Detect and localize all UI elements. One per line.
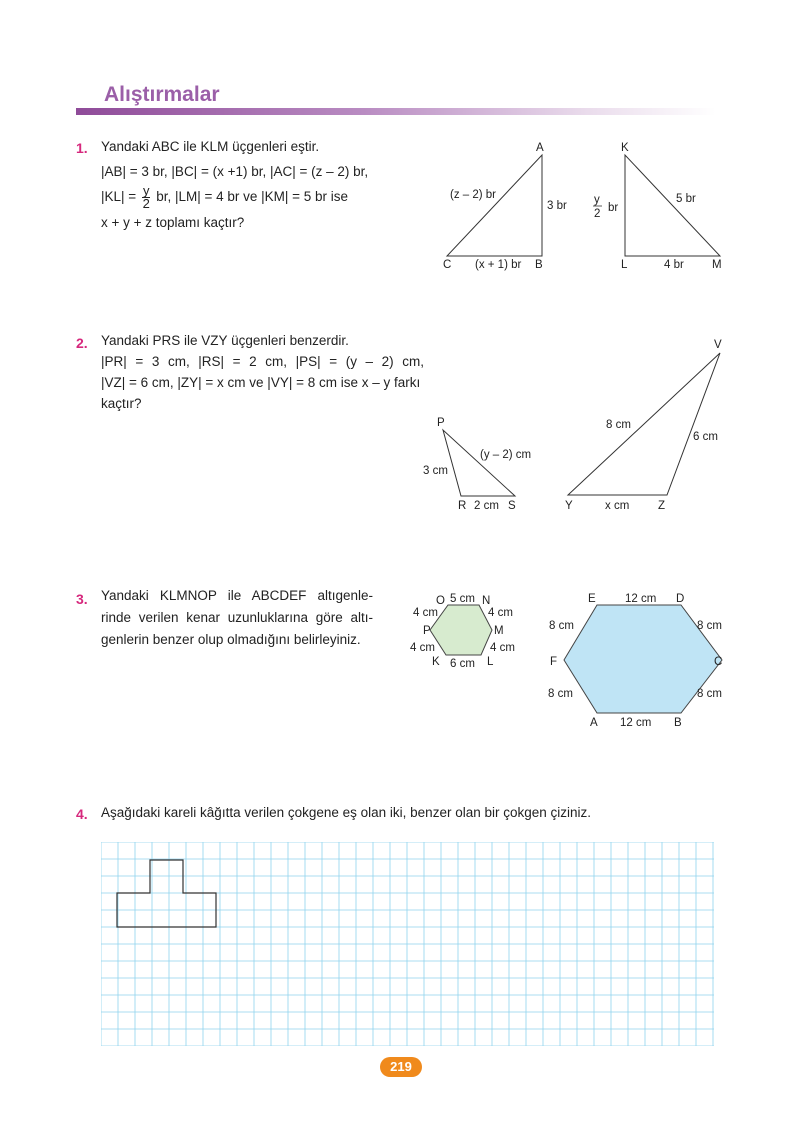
label-ac: (z – 2) br (450, 189, 497, 201)
label-cb: (x + 1) br (475, 259, 522, 271)
label-l: L (621, 259, 628, 271)
q1-line-1: Yandaki ABC ile KLM üçgenleri eştir. (101, 139, 320, 154)
label-a: A (536, 142, 544, 154)
label-cb-hex: 8 cm (697, 688, 722, 700)
label-lk: 6 cm (450, 658, 475, 670)
q1-fraction-numerator: y (142, 182, 150, 198)
label-k: K (621, 142, 629, 154)
label-km: 5 br (676, 193, 696, 205)
label-vz: 6 cm (693, 431, 718, 443)
triangle-abc (443, 142, 567, 271)
label-r: R (458, 500, 467, 512)
label-yz: x cm (605, 500, 630, 512)
label-ab: 3 br (547, 200, 567, 212)
hexagon-abcdef (548, 593, 722, 729)
triangle-vzy (565, 339, 722, 512)
label-fe: 8 cm (549, 620, 574, 632)
q3-line-3: genlerin benzer olup olmadığını belirleyiniz. (101, 632, 361, 647)
label-vy: 8 cm (606, 419, 631, 431)
given-polygon (117, 860, 216, 927)
question-2-number: 2. (76, 335, 88, 351)
label-p-hex: P (423, 625, 431, 637)
hexagon-klmnop-shape (430, 605, 492, 655)
label-pr: 3 cm (423, 465, 448, 477)
triangle-klm-shape (625, 155, 720, 256)
label-kl-denominator: 2 (594, 208, 601, 220)
label-m: M (712, 259, 722, 271)
label-ed: 12 cm (625, 593, 657, 605)
label-p: P (437, 417, 445, 429)
q2-line-2: |PR| = 3 cm, |RS| = 2 cm, |PS| = (y – 2) cm, (101, 354, 424, 369)
label-dc: 8 cm (697, 620, 722, 632)
label-n: N (482, 595, 491, 607)
label-o: O (436, 595, 445, 607)
label-nm: 4 cm (488, 607, 513, 619)
label-kp: 4 cm (410, 642, 435, 654)
triangle-abc-shape (447, 155, 542, 256)
hexagon-klmnop (410, 593, 515, 670)
q2-line-4: kaçtır? (101, 396, 142, 411)
label-c-hex: C (714, 656, 723, 668)
triangle-prs (423, 417, 531, 512)
label-d: D (676, 593, 685, 605)
section-title: Alıştırmalar (104, 83, 220, 106)
label-s: S (508, 500, 516, 512)
label-c: C (443, 259, 452, 271)
q1-line-2: |AB| = 3 br, |BC| = (x +1) br, |AC| = (z – 2) br, (101, 164, 369, 179)
question-1-number: 1. (76, 140, 88, 156)
label-b: B (535, 259, 543, 271)
label-ps: (y – 2) cm (480, 449, 532, 461)
q1-kl-label: |KL| = (101, 189, 137, 204)
label-k-hex: K (432, 656, 440, 668)
question-3-number: 3. (76, 591, 88, 607)
label-a-hex: A (590, 717, 598, 729)
label-v: V (714, 339, 722, 351)
label-m-hex: M (494, 625, 504, 637)
triangle-klm (593, 142, 722, 271)
label-kl-unit: br (608, 202, 619, 214)
label-on: 5 cm (450, 593, 475, 605)
triangle-vzy-shape (568, 353, 720, 495)
q2-line-1: Yandaki PRS ile VZY üçgenleri benzerdir. (101, 333, 349, 348)
label-l-hex: L (487, 656, 494, 668)
q1-fraction-denominator: 2 (142, 195, 150, 211)
question-4-text: Aşağıdaki kareli kâğıtta verilen çokgene eş olan iki, benzer olan bir çokgen çiziniz. (101, 805, 592, 820)
label-ml: 4 cm (490, 642, 515, 654)
grid-paper (101, 842, 714, 1046)
grid-lines (101, 842, 714, 1046)
label-ba: 12 cm (620, 717, 652, 729)
label-af: 8 cm (548, 688, 573, 700)
label-f-hex: F (550, 656, 558, 668)
label-b-hex: B (674, 717, 682, 729)
label-kl-numerator: y (594, 194, 600, 206)
page-number-badge: 219 (380, 1057, 422, 1077)
label-z: Z (658, 500, 666, 512)
label-rs: 2 cm (474, 500, 499, 512)
label-y: Y (565, 500, 573, 512)
q1-line-3-rest: br, |LM| = 4 br ve |KM| = 5 br ise (156, 189, 349, 204)
q2-line-3: |VZ| = 6 cm, |ZY| = x cm ve |VY| = 8 cm ise x – y farkı (101, 375, 421, 390)
q1-line-4: x + y + z toplamı kaçtır? (101, 214, 245, 230)
label-po: 4 cm (413, 607, 438, 619)
question-4-number: 4. (76, 806, 88, 822)
label-lm: 4 br (664, 259, 684, 271)
q3-line-2: rinde verilen kenar uzunluklarına göre altı- (101, 610, 373, 625)
triangle-prs-shape (443, 430, 515, 496)
label-e: E (588, 593, 596, 605)
q3-line-1: Yandaki KLMNOP ile ABCDEF altıgenle- (101, 588, 373, 603)
